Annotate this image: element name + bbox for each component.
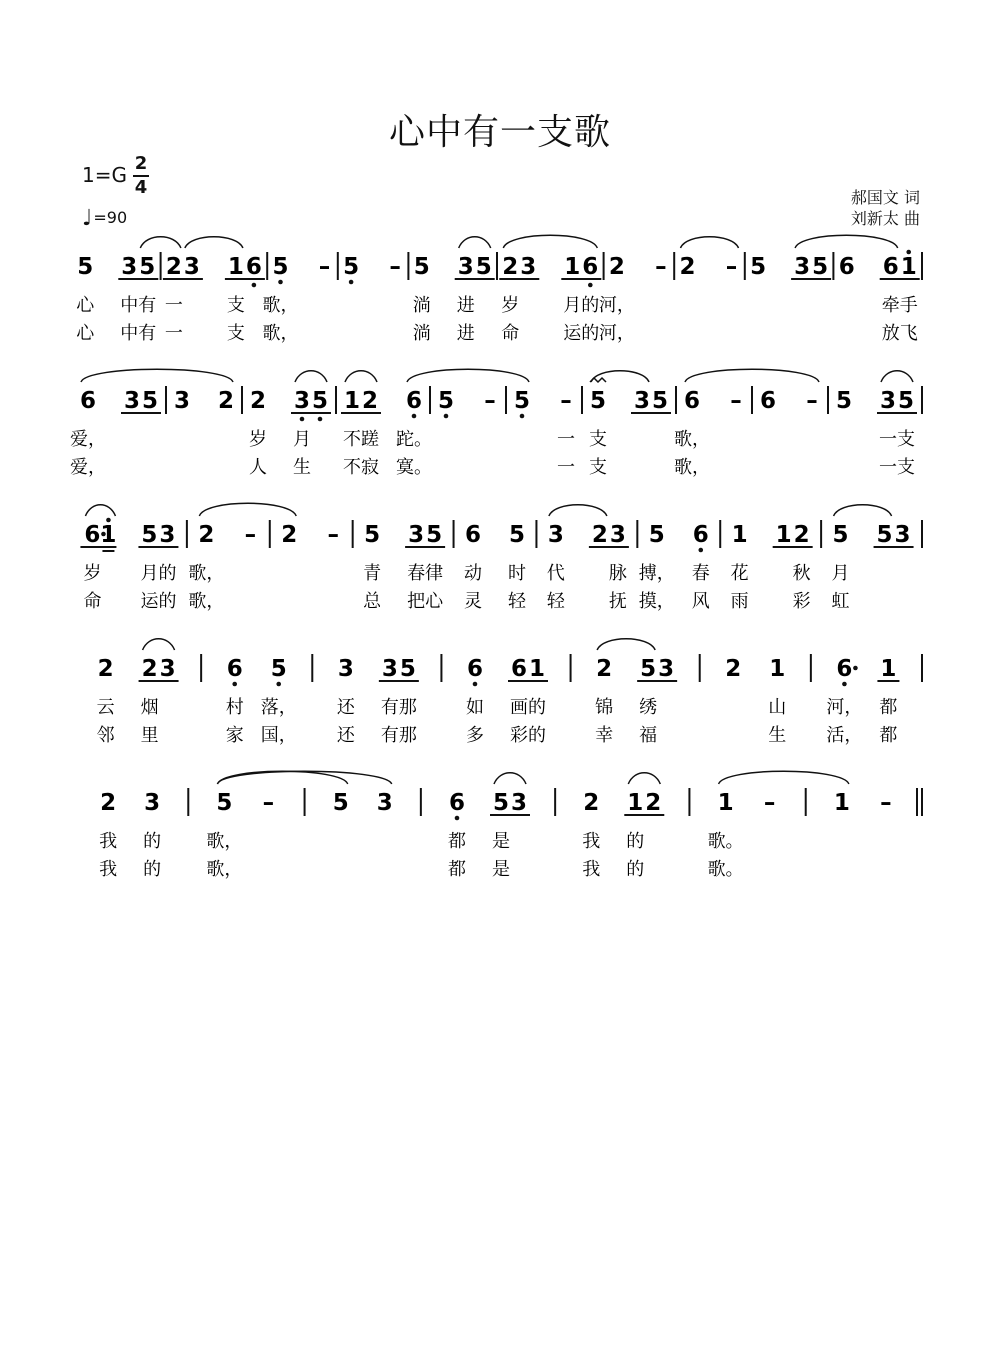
lyric-syllable: 总 bbox=[363, 591, 382, 612]
lyric-syllable: 支 bbox=[226, 295, 245, 316]
note-3: 3 bbox=[894, 522, 911, 548]
lyric-syllable: 歌， bbox=[674, 457, 710, 478]
lyric-syllable: 春 bbox=[691, 563, 710, 584]
note-1: 1 bbox=[343, 388, 361, 414]
lyric-syllable: 都 bbox=[448, 859, 466, 880]
lyric-syllable: 歌， bbox=[188, 563, 225, 584]
note-1: 1 bbox=[833, 790, 850, 816]
note-6: 6 bbox=[448, 790, 466, 816]
lyric-syllable: 是 bbox=[492, 859, 510, 880]
slur-arc bbox=[295, 371, 327, 382]
lyric-syllable: 云 bbox=[96, 697, 115, 718]
note-6: 6 bbox=[466, 656, 484, 682]
slur-arc bbox=[549, 505, 607, 516]
slur-arc bbox=[85, 505, 115, 516]
note-3: 3 bbox=[794, 254, 811, 280]
note-6: 6 bbox=[582, 254, 599, 280]
lyric-syllable: 中 bbox=[120, 295, 139, 316]
low-octave-dot bbox=[232, 682, 237, 687]
note-5: 5 bbox=[640, 656, 657, 682]
note-1: 1 bbox=[564, 254, 581, 280]
lyric-syllable: 进 bbox=[456, 295, 475, 316]
note-5: 5 bbox=[897, 388, 915, 414]
lyric-syllable: 支 bbox=[897, 457, 915, 478]
key-signature: 1=G bbox=[82, 163, 127, 187]
song-title: 心中有一支歌 bbox=[388, 112, 611, 153]
time-signature-bottom: 4 bbox=[134, 177, 148, 198]
note-5: 5 bbox=[513, 388, 531, 414]
slur-arc bbox=[459, 237, 491, 248]
note-2: 2 bbox=[793, 522, 810, 548]
lyric-syllable: 命 bbox=[501, 323, 520, 344]
lyric-syllable: 轻 bbox=[546, 591, 565, 612]
lyric-syllable: 彩 bbox=[792, 591, 811, 612]
note-2: 2 bbox=[141, 656, 158, 682]
lyric-syllable: 邻 bbox=[96, 725, 115, 746]
hold-dash: – bbox=[318, 254, 331, 280]
note-5: 5 bbox=[651, 388, 669, 414]
slur-arc bbox=[503, 235, 597, 248]
note-5: 5 bbox=[399, 656, 416, 682]
low-octave-dot bbox=[252, 283, 257, 288]
lyric-syllable: 一 bbox=[557, 457, 575, 478]
lyric-syllable: 国， bbox=[260, 725, 297, 746]
lyric-syllable: 歌， bbox=[262, 295, 299, 316]
hold-dash: – bbox=[725, 254, 738, 280]
hold-dash: – bbox=[806, 388, 818, 414]
note-3: 3 bbox=[879, 388, 897, 414]
lyric-syllable: 是 bbox=[492, 831, 510, 852]
note-5: 5 bbox=[141, 388, 159, 414]
note-5: 5 bbox=[272, 254, 289, 280]
slur-arc bbox=[345, 371, 377, 382]
lyric-syllable: 生 bbox=[293, 457, 311, 478]
lyric-syllable: 里 bbox=[140, 725, 159, 746]
lyric-syllable: 村 bbox=[225, 697, 244, 718]
note-3: 3 bbox=[159, 522, 176, 548]
lyric-syllable: 岁 bbox=[249, 429, 267, 450]
lyric-syllable: 花 bbox=[730, 563, 749, 584]
hold-dash: – bbox=[389, 254, 401, 280]
low-octave-dot bbox=[276, 682, 281, 687]
low-octave-dot bbox=[588, 283, 593, 288]
lyric-syllable: 的 bbox=[626, 831, 645, 852]
lyric-syllable: 锦 bbox=[595, 697, 614, 718]
note-2: 2 bbox=[583, 790, 600, 816]
lyric-syllable: 月 bbox=[293, 429, 311, 450]
note-6: 6 bbox=[510, 656, 528, 682]
low-octave-dot bbox=[300, 417, 305, 422]
lyric-syllable: 淌 bbox=[412, 323, 431, 344]
note-6: 6 bbox=[464, 522, 482, 548]
high-octave-dot bbox=[106, 518, 111, 523]
note-5: 5 bbox=[270, 656, 287, 682]
lyric-syllable: 跎。 bbox=[396, 429, 432, 450]
note-1: 1 bbox=[900, 254, 917, 280]
slur-arc bbox=[199, 503, 296, 516]
note-2: 2 bbox=[281, 522, 298, 548]
note-5: 5 bbox=[876, 522, 893, 548]
lyric-syllable: 动 bbox=[464, 563, 482, 584]
lyric-syllable: 落， bbox=[260, 697, 297, 718]
lyric-syllable: 代 bbox=[546, 563, 565, 584]
lyric-syllable: 河， bbox=[826, 697, 863, 718]
note-3: 3 bbox=[408, 522, 425, 548]
note-6: 6 bbox=[759, 388, 777, 414]
hold-dash: – bbox=[655, 254, 667, 280]
note-3: 3 bbox=[337, 656, 354, 682]
quarter-note-icon: ♩ bbox=[82, 206, 93, 231]
time-signature-top: 2 bbox=[134, 153, 148, 174]
note-2: 2 bbox=[100, 790, 117, 816]
note-5: 5 bbox=[139, 254, 156, 280]
lyric-syllable: 进 bbox=[456, 323, 475, 344]
low-octave-dot bbox=[278, 280, 283, 285]
lyric-syllable: 牵 bbox=[881, 295, 900, 316]
note-2: 2 bbox=[502, 254, 519, 280]
note-6: 6 bbox=[882, 254, 899, 280]
lyric-syllable: 蹉 bbox=[361, 429, 379, 450]
lyric-syllable: 春 bbox=[407, 563, 426, 584]
note-6: 6 bbox=[692, 522, 709, 548]
lyric-syllable: 寂 bbox=[361, 457, 379, 478]
note-2: 2 bbox=[165, 254, 182, 280]
hold-dash: – bbox=[262, 790, 275, 816]
hold-dash: – bbox=[327, 522, 339, 548]
note-2: 2 bbox=[608, 254, 625, 280]
note-6: 6 bbox=[226, 656, 243, 682]
lyric-syllable: 那 bbox=[398, 725, 417, 746]
lyricist-credit: 郝国文 词 bbox=[850, 188, 920, 207]
lyric-syllable: 月 bbox=[831, 563, 850, 584]
note-1: 1 bbox=[227, 254, 244, 280]
slur-arc bbox=[685, 369, 819, 382]
low-octave-dot bbox=[455, 816, 460, 821]
note-1: 1 bbox=[880, 656, 897, 682]
lyric-syllable: 一 bbox=[879, 457, 897, 478]
lyric-syllable: 的 bbox=[581, 295, 600, 316]
note-5: 5 bbox=[426, 522, 443, 548]
slur-arc bbox=[140, 237, 181, 248]
lyric-syllable: 那 bbox=[398, 697, 417, 718]
slur-arc bbox=[681, 237, 739, 248]
lyric-syllable: 的 bbox=[581, 323, 600, 344]
lyric-syllable: 歌， bbox=[206, 831, 243, 852]
note-2: 2 bbox=[249, 388, 267, 414]
lyric-syllable: 心 bbox=[76, 295, 95, 316]
note-3: 3 bbox=[123, 388, 141, 414]
lyric-syllable: 的 bbox=[158, 591, 177, 612]
lyric-syllable: 彩 bbox=[510, 725, 528, 746]
note-5: 5 bbox=[589, 388, 607, 414]
lyric-syllable: 淌 bbox=[412, 295, 431, 316]
lyric-syllable: 寞。 bbox=[396, 457, 432, 478]
lyric-syllable: 把 bbox=[407, 591, 426, 612]
lyric-syllable: 有 bbox=[380, 725, 399, 746]
lyric-syllable: 支 bbox=[589, 429, 607, 450]
note-3: 3 bbox=[609, 522, 626, 548]
lyric-syllable: 爱， bbox=[70, 457, 106, 478]
lyric-syllable: 的 bbox=[528, 725, 546, 746]
lyric-syllable: 画 bbox=[510, 697, 528, 718]
low-octave-dot bbox=[349, 280, 354, 285]
lyric-syllable: 心 bbox=[425, 591, 444, 612]
lyric-syllable: 岁 bbox=[501, 295, 520, 316]
note-3: 3 bbox=[173, 388, 191, 414]
lyric-syllable: 爱， bbox=[70, 429, 106, 450]
note-5: 5 bbox=[508, 522, 526, 548]
note-1: 1 bbox=[100, 522, 117, 548]
note-5: 5 bbox=[77, 254, 94, 280]
lyric-syllable: 搏， bbox=[638, 563, 675, 584]
lyric-syllable: 家 bbox=[225, 725, 244, 746]
hold-dash: – bbox=[763, 790, 776, 816]
lyric-syllable: 福 bbox=[639, 725, 658, 746]
lyric-syllable: 时 bbox=[508, 563, 526, 584]
note-1: 1 bbox=[717, 790, 734, 816]
note-5: 5 bbox=[311, 388, 329, 414]
note-6: 6 bbox=[84, 522, 101, 548]
augmentation-dot bbox=[853, 666, 858, 671]
slur-arc bbox=[143, 639, 175, 650]
lyric-syllable: 雨 bbox=[730, 591, 749, 612]
note-3: 3 bbox=[457, 254, 474, 280]
lyric-syllable: 中 bbox=[120, 323, 139, 344]
lyric-syllable: 幸 bbox=[595, 725, 614, 746]
low-octave-dot bbox=[520, 414, 525, 419]
lyric-syllable: 歌。 bbox=[707, 831, 744, 852]
note-2: 2 bbox=[361, 388, 379, 414]
lyric-syllable: 月 bbox=[563, 295, 582, 316]
lyric-syllable: 不 bbox=[343, 457, 361, 478]
low-octave-dot bbox=[473, 682, 478, 687]
lyric-syllable: 如 bbox=[466, 697, 484, 718]
lyric-syllable: 还 bbox=[336, 697, 355, 718]
slur-arc bbox=[597, 639, 655, 650]
lyric-syllable: 放 bbox=[881, 323, 900, 344]
hold-dash: – bbox=[730, 388, 742, 414]
note-3: 3 bbox=[159, 656, 176, 682]
lyric-syllable: 都 bbox=[448, 831, 466, 852]
note-2: 2 bbox=[591, 522, 608, 548]
slur-arc bbox=[834, 505, 892, 516]
lyric-syllable: 一 bbox=[879, 429, 897, 450]
note-5: 5 bbox=[832, 522, 849, 548]
low-octave-dot bbox=[842, 682, 847, 687]
note-5: 5 bbox=[812, 254, 829, 280]
lyric-syllable: 支 bbox=[589, 457, 607, 478]
lyric-syllable: 我 bbox=[99, 859, 118, 880]
high-octave-dot bbox=[906, 250, 911, 255]
lyric-syllable: 河， bbox=[598, 323, 635, 344]
note-2: 2 bbox=[679, 254, 696, 280]
lyric-syllable: 灵 bbox=[464, 591, 482, 612]
lyric-syllable: 月 bbox=[140, 563, 159, 584]
lyric-syllable: 山 bbox=[768, 697, 787, 718]
lyric-syllable: 歌。 bbox=[707, 859, 744, 880]
lyric-syllable: 命 bbox=[83, 591, 102, 612]
note-5: 5 bbox=[835, 388, 853, 414]
lyric-syllable: 都 bbox=[879, 725, 898, 746]
slur-arc bbox=[185, 237, 243, 248]
note-3: 3 bbox=[520, 254, 537, 280]
note-3: 3 bbox=[547, 522, 564, 548]
lyric-syllable: 有 bbox=[138, 295, 157, 316]
note-6: 6 bbox=[836, 656, 853, 682]
lyric-syllable: 心 bbox=[76, 323, 95, 344]
lyric-syllable: 我 bbox=[582, 831, 601, 852]
lyric-syllable: 脉 bbox=[608, 563, 627, 584]
lyric-syllable: 不 bbox=[343, 429, 361, 450]
note-1: 1 bbox=[528, 656, 546, 682]
note-1: 1 bbox=[627, 790, 644, 816]
low-octave-dot bbox=[444, 414, 449, 419]
slur-arc bbox=[494, 773, 526, 784]
note-5: 5 bbox=[437, 388, 455, 414]
lyric-syllable: 我 bbox=[99, 831, 118, 852]
lyric-syllable: 抚 bbox=[608, 591, 627, 612]
lyric-syllable: 歌， bbox=[262, 323, 299, 344]
note-2: 2 bbox=[596, 656, 613, 682]
lyric-syllable: 的 bbox=[143, 859, 162, 880]
note-3: 3 bbox=[658, 656, 675, 682]
lyric-syllable: 多 bbox=[466, 725, 484, 746]
note-3: 3 bbox=[510, 790, 528, 816]
note-5: 5 bbox=[364, 522, 381, 548]
note-6: 6 bbox=[245, 254, 262, 280]
lyric-syllable: 青 bbox=[363, 563, 382, 584]
lyric-syllable: 支 bbox=[897, 429, 915, 450]
lyric-syllable: 轻 bbox=[508, 591, 526, 612]
lyric-syllable: 人 bbox=[249, 457, 267, 478]
note-5: 5 bbox=[750, 254, 767, 280]
composer-credit: 刘新太 曲 bbox=[850, 209, 920, 228]
lyric-syllable: 律 bbox=[425, 563, 444, 584]
note-6: 6 bbox=[405, 388, 423, 414]
note-2: 2 bbox=[97, 656, 114, 682]
note-5: 5 bbox=[216, 790, 233, 816]
slur-arc bbox=[628, 773, 660, 784]
lyric-syllable: 的 bbox=[158, 563, 177, 584]
note-5: 5 bbox=[492, 790, 510, 816]
lyric-syllable: 岁 bbox=[83, 563, 102, 584]
note-6: 6 bbox=[79, 388, 97, 414]
note-5: 5 bbox=[475, 254, 492, 280]
note-1: 1 bbox=[731, 522, 748, 548]
slur-arc bbox=[881, 371, 913, 382]
note-3: 3 bbox=[293, 388, 311, 414]
low-octave-dot bbox=[318, 417, 323, 422]
lyric-syllable: 运 bbox=[140, 591, 159, 612]
lyric-syllable: 风 bbox=[691, 591, 710, 612]
note-2: 2 bbox=[725, 656, 742, 682]
lyric-syllable: 我 bbox=[582, 859, 601, 880]
slur-arc bbox=[217, 771, 347, 784]
slur-arc bbox=[81, 369, 233, 382]
note-5: 5 bbox=[141, 522, 158, 548]
lyric-syllable: 一 bbox=[164, 295, 183, 316]
lyric-syllable: 生 bbox=[768, 725, 787, 746]
note-5: 5 bbox=[413, 254, 430, 280]
slur-arc bbox=[795, 235, 898, 248]
note-2: 2 bbox=[217, 388, 235, 414]
lyric-syllable: 飞 bbox=[899, 323, 918, 344]
note-2: 2 bbox=[198, 522, 215, 548]
note-3: 3 bbox=[633, 388, 651, 414]
note-2: 2 bbox=[645, 790, 662, 816]
note-3: 3 bbox=[381, 656, 398, 682]
lyric-syllable: 歌， bbox=[188, 591, 225, 612]
lyric-syllable: 绣 bbox=[639, 697, 658, 718]
note-5: 5 bbox=[343, 254, 360, 280]
lyric-syllable: 秋 bbox=[792, 563, 811, 584]
low-octave-dot bbox=[698, 548, 703, 553]
lyric-syllable: 歌， bbox=[206, 859, 243, 880]
lyric-syllable: 的 bbox=[626, 859, 645, 880]
note-3: 3 bbox=[376, 790, 393, 816]
lyric-syllable: 一 bbox=[557, 429, 575, 450]
lyric-syllable: 都 bbox=[879, 697, 898, 718]
note-1: 1 bbox=[769, 656, 786, 682]
note-6: 6 bbox=[838, 254, 855, 280]
note-1: 1 bbox=[775, 522, 792, 548]
hold-dash: – bbox=[244, 522, 257, 548]
lyric-syllable: 手 bbox=[899, 295, 918, 316]
lyric-syllable: 一 bbox=[164, 323, 183, 344]
lyric-syllable: 摸， bbox=[638, 591, 675, 612]
low-octave-dot bbox=[412, 414, 417, 419]
lyric-syllable: 的 bbox=[528, 697, 546, 718]
lyric-syllable: 歌， bbox=[674, 429, 710, 450]
note-3: 3 bbox=[121, 254, 138, 280]
note-5: 5 bbox=[332, 790, 349, 816]
lyric-syllable: 有 bbox=[380, 697, 399, 718]
hold-dash: – bbox=[880, 790, 892, 816]
note-3: 3 bbox=[144, 790, 161, 816]
lyric-syllable: 运 bbox=[563, 323, 582, 344]
slur-arc bbox=[719, 771, 849, 784]
lyric-syllable: 支 bbox=[226, 323, 245, 344]
lyric-syllable: 有 bbox=[138, 323, 157, 344]
note-3: 3 bbox=[183, 254, 200, 280]
lyric-syllable: 还 bbox=[336, 725, 355, 746]
tempo-value: =90 bbox=[93, 208, 128, 227]
hold-dash: – bbox=[484, 388, 496, 414]
lyric-syllable: 的 bbox=[143, 831, 162, 852]
lyric-syllable: 河， bbox=[598, 295, 635, 316]
lyric-syllable: 烟 bbox=[140, 697, 159, 718]
hold-dash: – bbox=[560, 388, 572, 414]
note-5: 5 bbox=[648, 522, 665, 548]
slur-arc bbox=[407, 369, 529, 382]
lyric-syllable: 虹 bbox=[831, 591, 850, 612]
lyric-syllable: 活， bbox=[826, 725, 863, 746]
note-6: 6 bbox=[683, 388, 701, 414]
